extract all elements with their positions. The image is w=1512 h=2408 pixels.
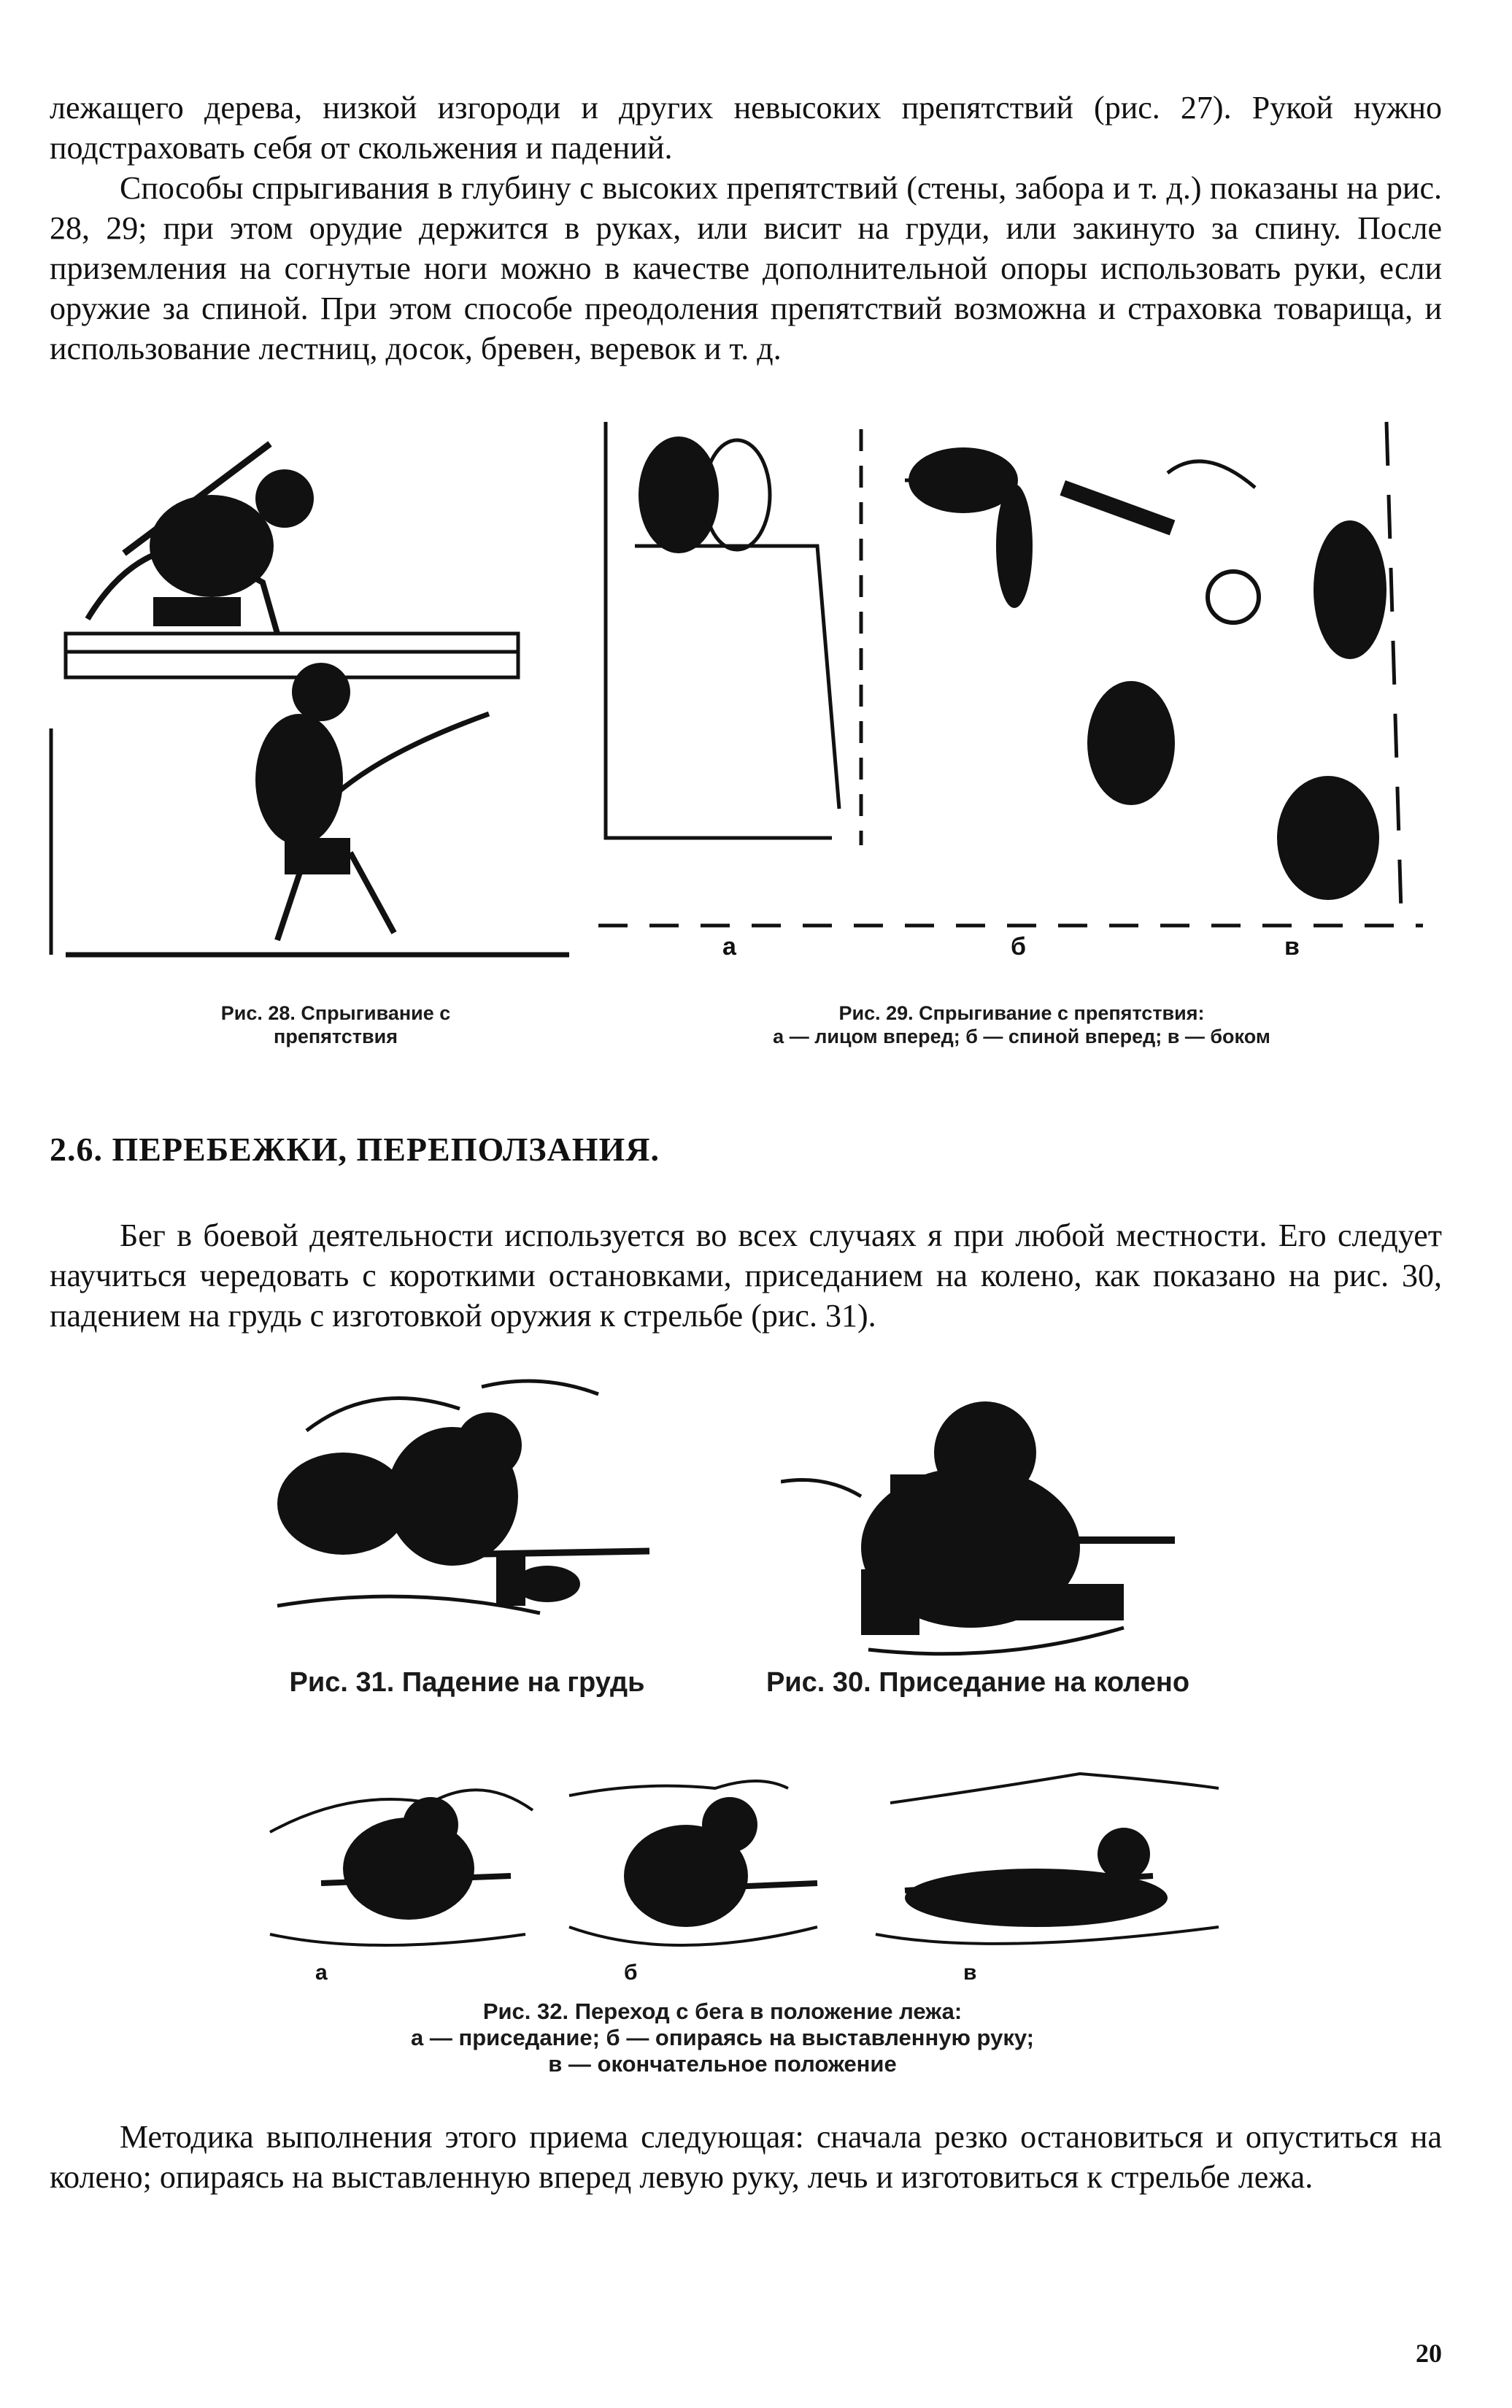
page-number: 20 (1416, 2339, 1442, 2368)
section-heading: 2.6. ПЕРЕБЕЖКИ, ПЕРЕПОЛЗАНИЯ. (50, 1131, 660, 1168)
figure-28-drawing (44, 400, 580, 969)
figure-28-caption-line2: препятствия (274, 1026, 398, 1047)
figure-28-caption (161, 1001, 511, 1048)
figure-28-caption-line1: Рис. 28. Спрыгивание с (220, 1002, 451, 1024)
figure-29-caption-line1: Рис. 29. Спрыгивание с препятствия: (838, 1002, 1205, 1024)
figure-32-caption (321, 1999, 1124, 2077)
figure-32-label-a: а (315, 1961, 328, 1985)
figure-32-drawing (263, 1745, 1226, 1978)
figure-31-illustration (263, 1365, 671, 1657)
figure-30-drawing (781, 1387, 1189, 1672)
figure-32-caption-line1: Рис. 32. Переход с бега в положение лежа: (482, 1999, 963, 2024)
figure-32-caption-line3: в — окончательное положение (548, 2051, 897, 2077)
figure-29-label-b: б (1011, 933, 1027, 961)
paragraph-jumping-methods: Способы спрыгивания в глубину с высоких препятствий (стены, забора и т. д.) показаны на рис. 28, 29; при этом орудие держится в руках, или висит на груди, или закинуто за спину. После приземления на согнутые ноги можно в качестве дополнительной опоры использовать руки, если оружие за спиной. При этом способе преодоления препятствий возможна и страховка товарища, и использование лестниц, досок, бревен, веревок и т. д. (50, 170, 1442, 366)
figure-29-label-a: а (722, 933, 736, 961)
figure-31-drawing (263, 1365, 671, 1657)
figure-29-caption (701, 1001, 1343, 1048)
figure-29-illustration (598, 400, 1427, 940)
figure-29-caption-line2: а — лицом вперед; б — спиной вперед; в — боком (773, 1026, 1270, 1047)
figure-29-label-c: в (1284, 933, 1300, 961)
paragraph-continuation: лежащего дерева, низкой изгороди и других невысоких препятствий (рис. 27). Рукой нужно подстраховать себя от скольжения и падений. (50, 90, 1442, 166)
paragraph-running: Бег в боевой деятельности используется во всех случаях я при любой местности. Его следует научиться чередовать с короткими остановками, приседанием на колено, как показано на рис. 30, падением на грудь с изготовкой оружия к стрельбе (рис. 31). (50, 1218, 1442, 1334)
paragraph-technique: Методика выполнения этого приема следующая: сначала резко остановиться и опуститься на колено; опираясь на выставленную вперед левую руку, лечь и изготовиться к стрельбе лежа. (50, 2119, 1442, 2195)
figure-30-illustration (781, 1387, 1189, 1672)
figure-30-caption: Рис. 30. Приседание на колено (765, 1667, 1190, 1698)
figure-29-drawing (598, 400, 1427, 940)
figure-32-caption-line2: а — приседание; б — опираясь на выставленную руку; (411, 2025, 1034, 2050)
figure-31-caption: Рис. 31. Падение на грудь (289, 1667, 645, 1698)
figure-32-label-c: в (963, 1961, 977, 1985)
figure-28-illustration (44, 400, 580, 969)
figure-32-label-b: б (624, 1961, 638, 1985)
figure-32-illustration (263, 1745, 1226, 1978)
